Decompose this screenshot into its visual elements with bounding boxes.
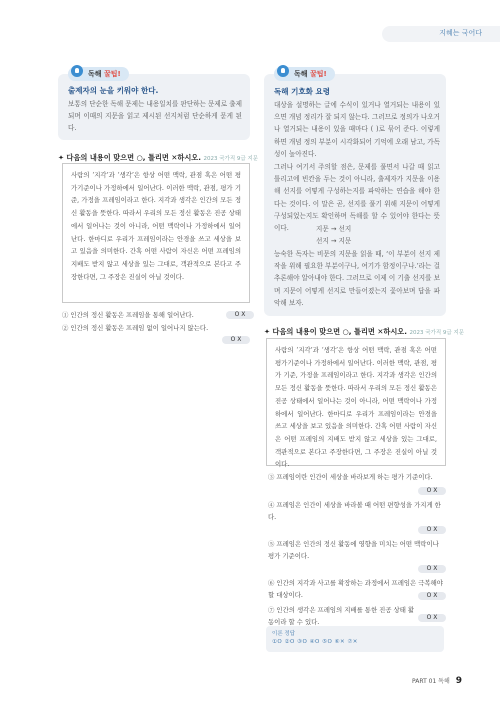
right-option-3-ox-toggle[interactable]: O X: [418, 487, 446, 495]
right-tip-flow-1: 지문 → 선지: [316, 225, 352, 233]
lightbulb-icon: [71, 65, 83, 77]
footer-part: PART 01 독해: [412, 678, 450, 685]
page-footer: [412, 676, 462, 686]
right-option-7-ox-toggle[interactable]: O X: [418, 614, 446, 622]
left-tip-tab: [68, 67, 129, 81]
right-tip-heading: 독해 기호화 요령: [274, 87, 330, 96]
running-header: [382, 26, 500, 42]
left-passage: 사람의 ‘지각’과 ‘생각’은 항상 어떤 맥락, 관점 혹은 어떤 평가기준이나 가정하에서 일어난다. 이러한 맥락, 관점, 평가 기준, 가정을 프레임이라고 한다. 지각과 생각은 인간의 모든 정신 활동을 뜻한다. 따라서 우리의 모든 정신 활동은 진공 상태에서 일어나는 것이 아니라, 어떤 맥락이나 가정하에서 일어난다. 한마디로 우리가 프레임이라는 안경을 쓰고 세상을 보고 있음을 의미한다. 간혹 어떤 사람이 자신은 어떤 프레임의 지배도 받지 않고 세상을 있는 그대로, 객관적으로 본다고 주장한다면, 그 주장은 진실이 아닐 것이다.: [62, 163, 250, 303]
left-tip-heading: 출제자의 눈을 키워야 한다.: [68, 86, 159, 95]
right-tip-tab-accent: 꿀팁!: [309, 70, 327, 78]
answer-bar: [266, 626, 444, 652]
answer-label: 이론 정답: [272, 631, 296, 637]
right-option-7: ⑦ 인간의 생각은 프레임의 지배를 통한 진공 상태 활동이라 할 수 있다.: [268, 606, 415, 626]
left-tip-box: [58, 70, 250, 140]
right-option-4-ox-toggle[interactable]: O X: [418, 526, 446, 534]
right-question-instruction: [264, 327, 464, 337]
right-tip-tab-label: 독해: [294, 70, 308, 78]
right-option-6-ox-toggle[interactable]: O X: [418, 592, 446, 600]
right-passage: 사람의 ‘지각’과 ‘생각’은 항상 어떤 맥락, 관점 혹은 어떤 평가기준이나 가정하에서 일어난다. 이러한 맥락, 관점, 평가 기준, 가정을 프레임이라고 한다. 지각과 생각은 인간의 모든 정신 활동을 뜻한다. 따라서 우리의 모든 정신 활동은 진공 상태에서 일어나는 것이 아니라, 어떤 맥락이나 가정하에서 일어난다. 한마디로 우리가 프레임이라는 안경을 쓰고 세상을 보고 있음을 의미한다. 간혹 어떤 사람이 자신은 어떤 프레임의 지배도 받지 않고 세상을 있는 그대로, 객관적으로 본다고 주장한다면, 그 주장은 진실이 아닐 것이다.: [266, 338, 446, 466]
right-tip-body: 대상을 설명하는 글에 수식이 있거나 열거되는 내용이 있으면 개념 정리가 잘 되지 않는다. 그러므로 정의가 나오거나 열거되는 내용이 있을 때마다 ( )로 묶어 준다. 이렇게 하면 개념 정의 부분이 시각화되어 기억에 오래 남고, 가독성이 높아진다.: [274, 101, 440, 158]
right-option-5: ⑤ 프레임은 인간의 정신 활동에 영향을 미치는 어떤 맥락이나 평가 기준이다.: [268, 540, 439, 560]
right-question-source: 2023 국가직 9급 지문: [409, 330, 465, 336]
left-question-text: ✦ 다음의 내용이 맞으면 ○, 틀리면 ✕하시오.: [58, 153, 201, 162]
right-option-3: ③ 프레임이란 인간이 세상을 바라보게 하는 평가 기준이다.: [268, 473, 433, 481]
right-tip-body-2: 그러나 여기서 주의할 점은, 문제를 풀면서 나갈 때 읽고 틀리고에 빈칸을 두는 것이 아니라, 출제자가 지문을 이용해 선지를 어떻게 구성하는지를 파악하는 연습을 해야 한다는 것이다. 이 말은 곧, 선지를 풀기 위해 지문이 어떻게 구성되었는지도 확인하며 독해를 할 수 있어야 한다는 뜻이다.: [274, 163, 440, 233]
right-option-4: ④ 프레임은 인간이 세상을 바라볼 때 어떤 편향성을 가지게 한다.: [268, 501, 441, 521]
running-header-title: 지혜는 국어다: [439, 29, 482, 37]
right-tip-body-3: 능숙한 독자는 비문의 지문을 읽을 때, ‘이 부분이 선지 제작을 위해 필요한 부분이구나, 여기가 함정이구나.’라는 걸 추론해야 알아내야 한다. 그러므로 이제 이 기출 선지를 보며 지문이 어떻게 선지로 만들어졌는지 꽃아보며 답을 파악해 보자.: [274, 250, 440, 307]
right-tip-flow-2: 선지 → 지문: [316, 237, 352, 245]
left-option-1: ① 인간의 정신 활동은 프레임을 통해 일어난다.: [62, 311, 194, 319]
right-question-text: ✦ 다음의 내용이 맞으면 ○, 틀리면 ✕하시오.: [264, 327, 407, 336]
left-option-2: ② 인간의 정신 활동은 프레임 없이 일어나지 않는다.: [62, 324, 209, 332]
answer-key: ①O ②O ③O ④O ⑤O ⑥✕ ⑦✕: [272, 639, 358, 645]
right-tip-box: [264, 70, 446, 316]
lightbulb-icon: [277, 65, 289, 77]
page-number: 9: [455, 676, 463, 686]
left-tip-body: 보통의 단순한 독해 문제는 내용일치를 판단하는 문제로 출제되며 이때의 지문을 읽고 제시된 선지처럼 단순하게 묻게 된다.: [68, 100, 242, 133]
right-option-5-ox-toggle[interactable]: O X: [418, 565, 446, 573]
left-option-1-ox-toggle[interactable]: O X: [226, 311, 254, 319]
right-tip-tab: [274, 67, 335, 81]
right-option-6: ⑥ 인간의 지각과 사고를 확장하는 과정에서 프레임은 극복해야 할 대상이다.: [268, 579, 443, 599]
left-question-instruction: [58, 153, 258, 163]
left-option-2-ox-toggle[interactable]: O X: [222, 336, 250, 344]
left-tip-tab-label: 독해: [88, 70, 102, 78]
left-tip-tab-accent: 꿀팁!: [103, 70, 121, 78]
left-question-source: 2023 국가직 9급 지문: [203, 156, 259, 162]
